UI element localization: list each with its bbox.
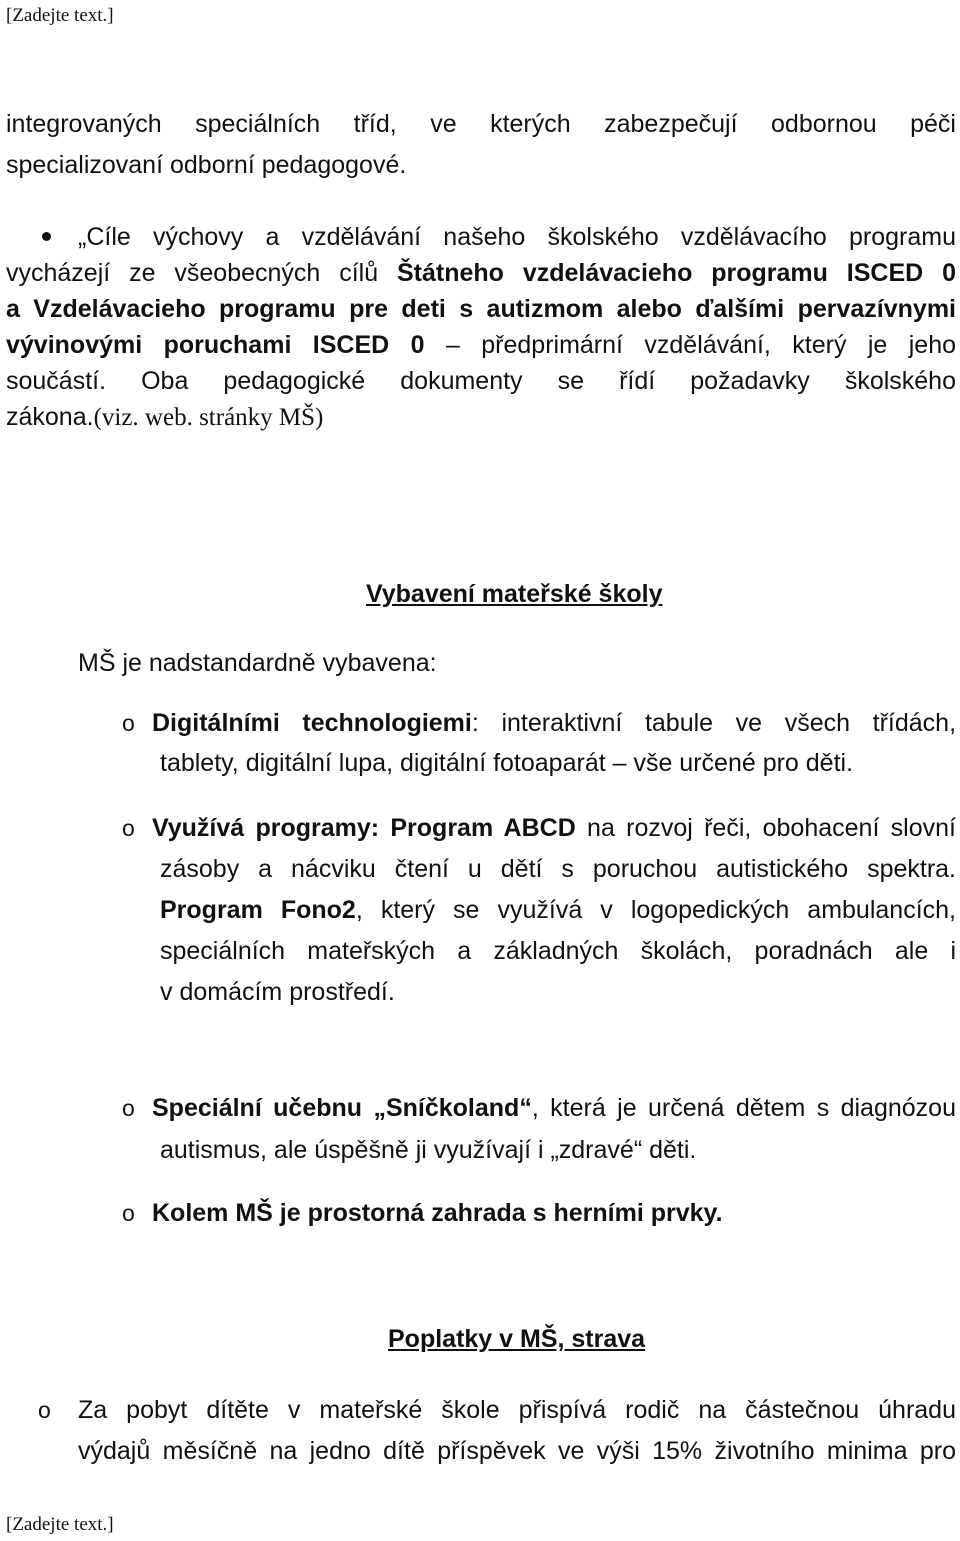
section-heading-equipment: Vybavení mateřské školy	[366, 580, 663, 608]
list-item-line: autismus, ale úspěšně ji využívají i „zdravé“ děti.	[160, 1136, 697, 1164]
list-item-line: speciálních mateřských a základných školách, poradnách ale i	[160, 937, 956, 965]
goals-line: vývinovými poruchami ISCED 0 – předprimární vzdělávání, který je jeho	[6, 331, 956, 359]
list-item-line: tablety, digitální lupa, digitální fotoaparát – vše určené pro děti.	[160, 749, 854, 777]
list-item: Využívá programy: Program ABCD na rozvoj řeči, obohacení slovní	[152, 814, 956, 842]
circle-bullet-icon: o	[38, 1397, 51, 1423]
paragraph-line: specializovaní odborní pedagogové.	[6, 151, 407, 179]
section-heading-fees: Poplatky v MŠ, strava	[388, 1325, 646, 1353]
circle-bullet-icon: o	[122, 710, 135, 736]
page-header: [Zadejte text.]	[6, 5, 114, 26]
goals-line: a Vzdelávacieho programu pre deti s autizmom alebo ďalšími pervazívnymi	[6, 295, 956, 323]
circle-bullet-icon: o	[122, 815, 135, 841]
list-item: Kolem MŠ je prostorná zahrada s herními prvky.	[152, 1199, 723, 1227]
goals-line: vycházejí ze všeobecných cílů Štátneho vzdelávacieho programu ISCED 0	[6, 259, 956, 287]
circle-bullet-icon: o	[122, 1095, 135, 1121]
bullet-icon	[42, 232, 51, 241]
list-item: Speciální učebnu „Sníčkoland“, která je určená dětem s diagnózou	[152, 1094, 956, 1122]
list-item-line: v domácím prostředí.	[160, 978, 395, 1006]
page-footer: [Zadejte text.]	[6, 1514, 114, 1535]
paragraph-line: integrovaných speciálních tříd, ve kterých zabezpečují odbornou péči	[6, 110, 956, 138]
list-item-line: Program Fono2, který se využívá v logopedických ambulancích,	[160, 896, 956, 924]
list-item: Digitálními technologiemi: interaktivní tabule ve všech třídách,	[152, 709, 957, 737]
goals-line: součástí. Oba pedagogické dokumenty se řídí požadavky školského	[6, 367, 956, 395]
fees-line: Za pobyt dítěte v mateřské škole přispívá rodič na částečnou úhradu	[78, 1396, 956, 1424]
equipment-intro: MŠ je nadstandardně vybavena:	[78, 649, 437, 677]
goals-line: zákona.(viz. web. stránky MŠ)	[6, 403, 324, 431]
fees-line: výdajů měsíčně na jedno dítě příspěvek ve výši 15% životního minima pro	[78, 1437, 956, 1465]
circle-bullet-icon: o	[122, 1200, 135, 1226]
goals-line: „Cíle výchovy a vzdělávání našeho školského vzdělávacího programu	[78, 223, 956, 251]
list-item-line: zásoby a nácviku čtení u dětí s poruchou autistického spektra.	[160, 855, 956, 883]
